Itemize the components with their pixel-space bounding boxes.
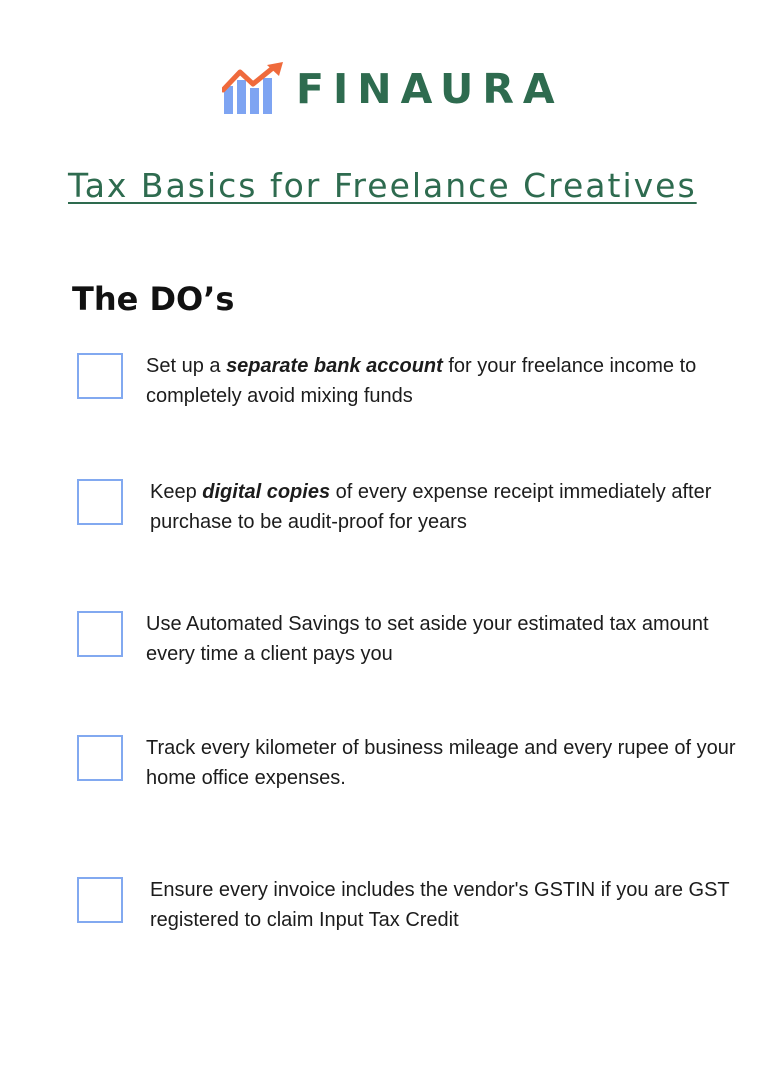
section-heading: The DO’s (72, 280, 235, 318)
checkbox[interactable] (77, 735, 123, 781)
emphasis-text: separate bank account (226, 355, 443, 377)
list-item-text (146, 351, 736, 411)
text-before: Set up a (146, 355, 227, 377)
checkbox[interactable] (77, 353, 123, 399)
text-after: for your freelance income to completely avoid mixing funds (146, 355, 697, 407)
text-after: of every expense receipt immediately after purchase to be audit-proof for years (150, 481, 712, 533)
text-before: Keep (150, 481, 203, 503)
page-title: Tax Basics for Freelance Creatives (68, 166, 697, 205)
brand-header (222, 62, 564, 116)
list-item-text (150, 477, 740, 537)
emphasis-text: digital copies (202, 481, 331, 503)
checkbox[interactable] (77, 479, 123, 525)
list-item-text: Ensure every invoice includes the vendor's GSTIN if you are GST registered to claim Input Tax Credit (150, 879, 730, 931)
checkbox[interactable] (77, 611, 123, 657)
bar-chart-trend-arrow-logo-icon (222, 62, 284, 116)
list-item-text: Track every kilometer of business mileage and every rupee of your home office expenses. (146, 737, 736, 789)
brand-name: FINAURA (296, 64, 564, 113)
list-item-text: Use Automated Savings to set aside your estimated tax amount every time a client pays you (146, 613, 709, 665)
checkbox[interactable] (77, 877, 123, 923)
